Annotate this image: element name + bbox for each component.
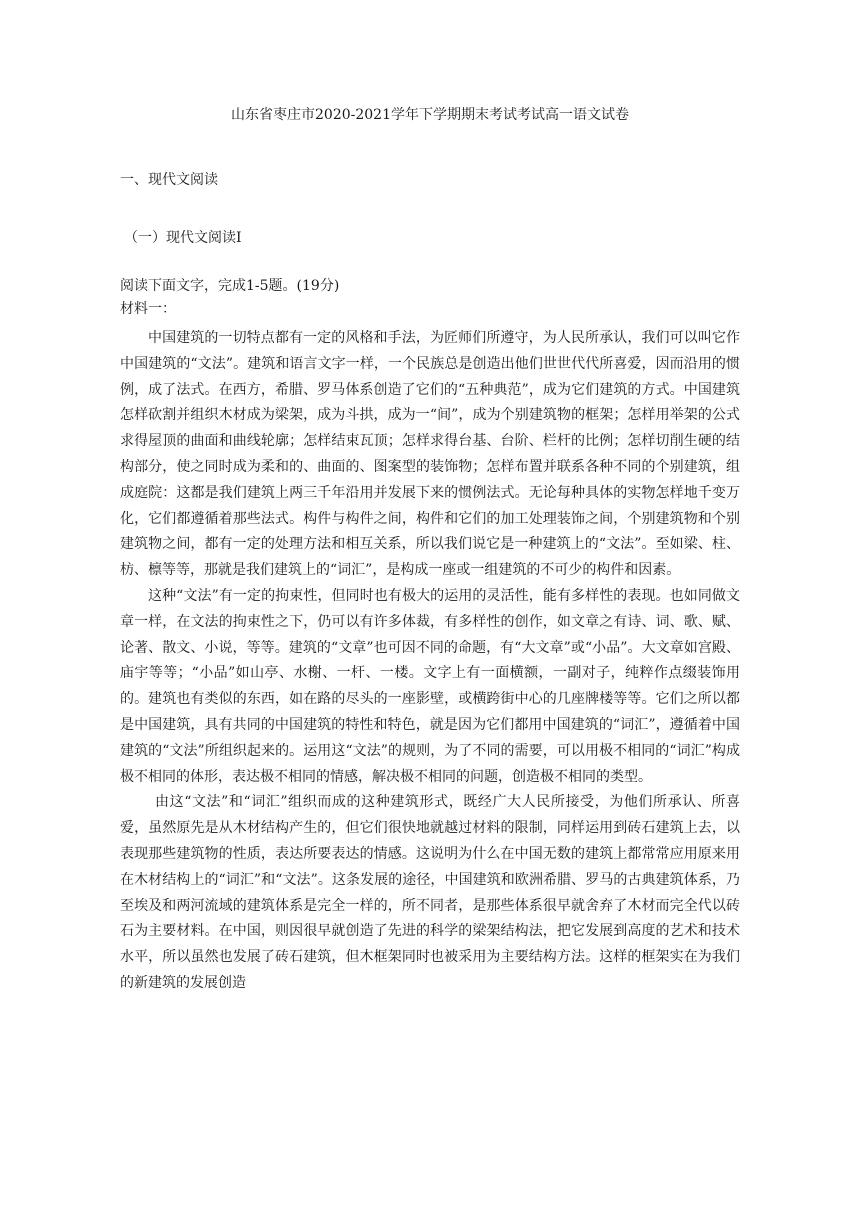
document-title: 山东省枣庄市2020-2021学年下学期期末考试考试高一语文试卷 <box>231 107 629 123</box>
paragraph-3: 由这“文法”和“词汇”组织而成的这种建筑形式，既经广大人民所接受，为他们所承认、所喜爱，虽然原先是从木材结构产生的，但它们很快地就越过材料的限制，同样运用到砖石建筑上去，以表现那些建筑物的性质，表达所要表达的情感。这说明为什么在中国无数的建筑上都常常应用原来用在木材结构上的“词汇”和“文法”。这条发展的途径，中国建筑和欧洲希腊、罗马的古典建筑体系，乃至埃及和两河流域的建筑体系是完全一样的，所不同者，是那些体系很早就舍弃了木材而完全代以砖石为主要材料。在中国，则因很早就创造了先进的科学的梁架结构法，把它发展到高度的艺术和技术水平，所以虽然也发展了砖石建筑，但木框架同时也被采用为主要结构方法。这样的框架实在为我们的新建筑的发展创造 <box>120 794 740 991</box>
paragraph-1: 中国建筑的一切特点都有一定的风格和手法，为匠师们所遵守，为人民所承认，我们可以叫它作中国建筑的“文法”。建筑和语言文字一样，一个民族总是创造出他们世世代代所喜爱，因而沿用的惯例，成了法式。在西方，希腊、罗马体系创造了它们的“五种典范”，成为它们建筑的方式。中国建筑怎样砍割并组织木材成为梁架，成为斗拱，成为一“间”，成为个别建筑物的框架；怎样用举架的公式求得屋顶的曲面和曲线轮廓；怎样结束瓦顶；怎样求得台基、台阶、栏杆的比例；怎样切削生硬的结构部分，使之同时成为柔和的、曲面的、图案型的装饰物；怎样布置并联系各种不同的个别建筑，组成庭院：这都是我们建筑上两三千年沿用并发展下来的惯例法式。无论每种具体的实物怎样地千变万化，它们都遵循着那些法式。构件与构件之间，构件和它们的加工处理装饰之间，个别建筑物和个别建筑物之间，都有一定的处理方法和相互关系，所以我们说它是一种建筑上的“文法”。至如梁、柱、枋、檩等等，那就是我们建筑上的“词汇”，是构成一座或一组建筑的不可少的构件和因素。 <box>120 330 740 579</box>
subsection-heading: （一）现代文阅读Ⅰ <box>124 230 242 246</box>
material-label: 材料一： <box>120 301 176 317</box>
article-body <box>120 326 740 997</box>
section-heading: 一、现代文阅读 <box>120 172 218 188</box>
paragraph-2: 这种“文法”有一定的拘束性，但同时也有极大的运用的灵活性，能有多样性的表现。也如同做文章一样，在文法的拘束性之下，仍可以有许多体裁，有多样性的创作，如文章之有诗、词、歌、赋、论著、散文、小说，等等。建筑的“文章”也可因不同的命题，有“大文章”或“小品”。大文章如宫殿、庙宇等等；“小品”如山亭、水榭、一杆、一楼。文字上有一面横额，一副对子，纯粹作点缀装饰用的。建筑也有类似的东西，如在路的尽头的一座影壁，或横跨街中心的几座牌楼等等。它们之所以都是中国建筑，具有共同的中国建筑的特性和特色，就是因为它们都用中国建筑的“词汇”，遵循着中国建筑的“文法”所组织起来的。运用这“文法”的规则，为了不同的需要，可以用极不相同的“词汇”构成极不相同的体形，表达极不相同的情感，解决极不相同的问题，创造极不相同的类型。 <box>120 587 740 785</box>
question-instruction: 阅读下面文字，完成1-5题。(19分) <box>120 278 340 294</box>
